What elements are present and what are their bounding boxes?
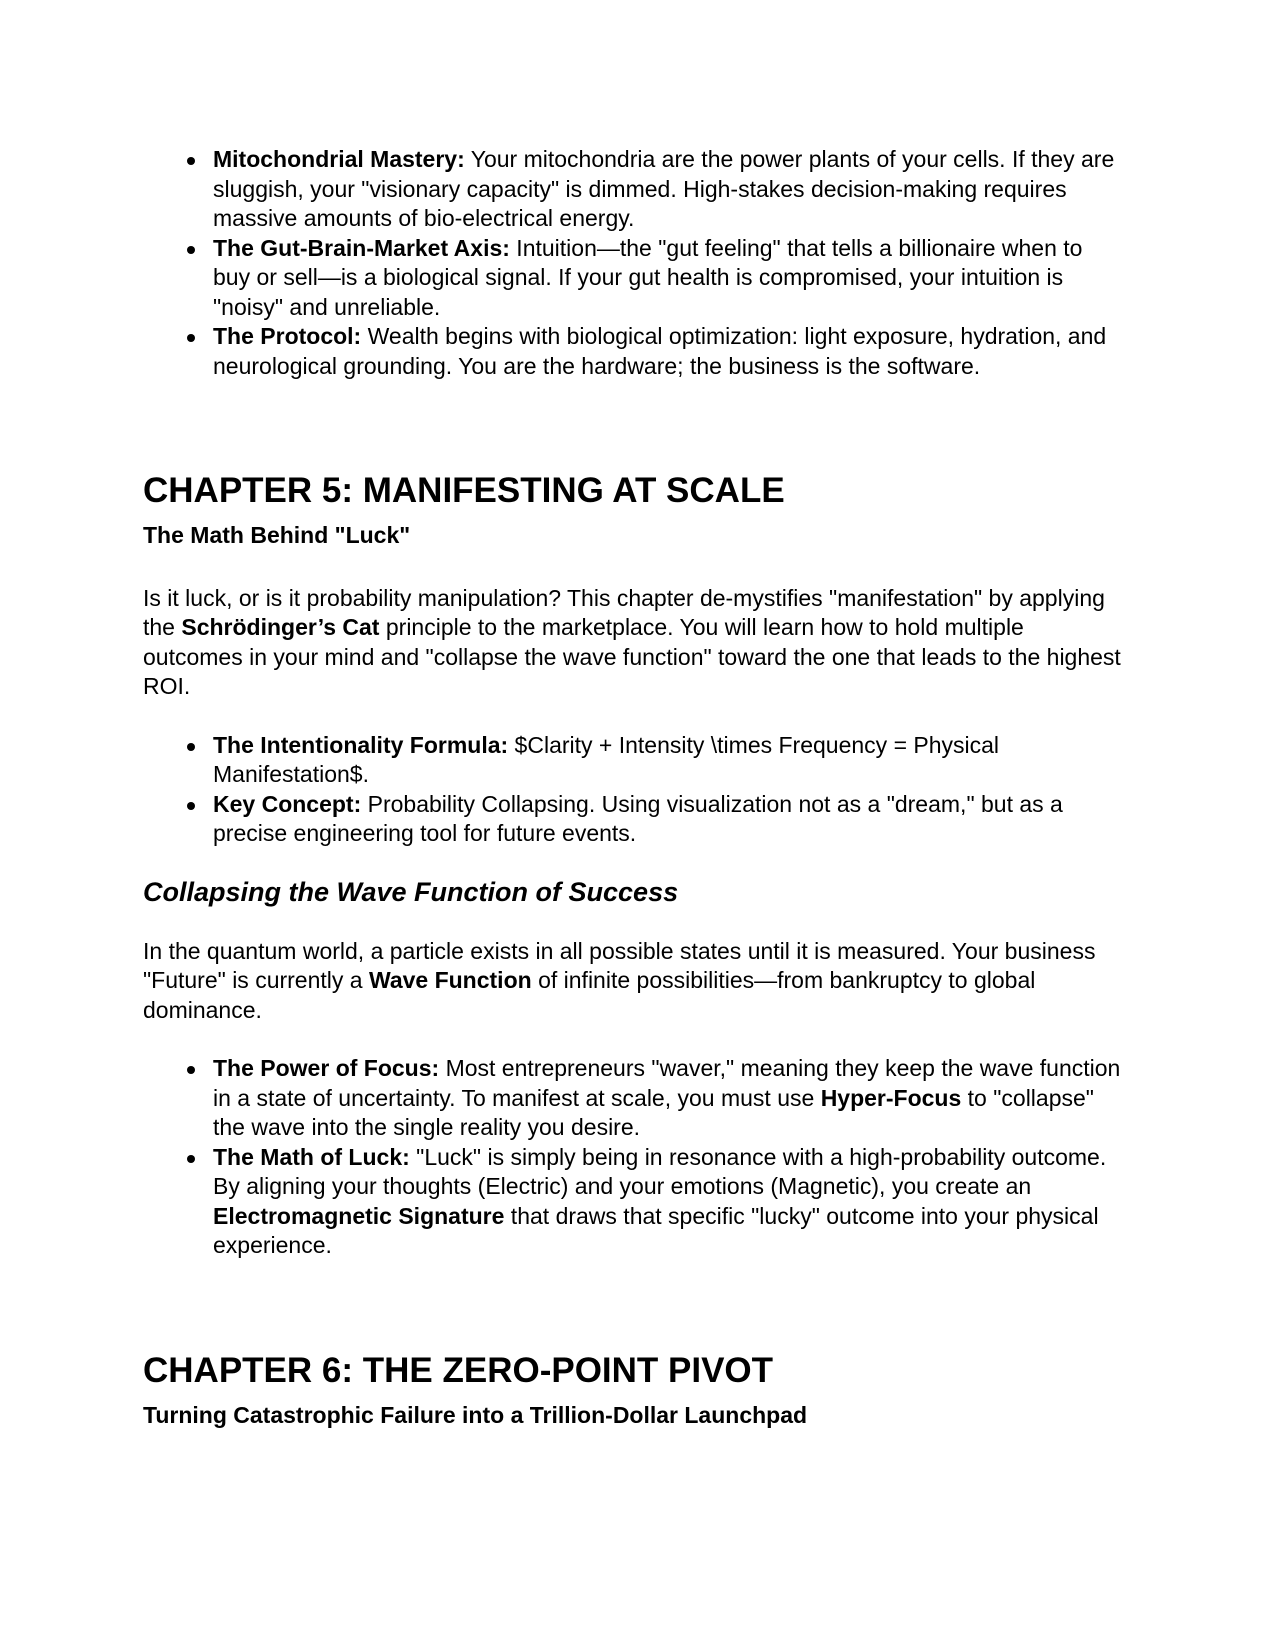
bold-text-run: The Protocol: bbox=[213, 323, 362, 349]
text-run: principle to the marketplace. You will learn how to hold multiple outcomes in your mind and "collapse the wave function" toward the one that leads to the highest ROI. bbox=[143, 614, 1121, 699]
bold-text-run: The Math of Luck: bbox=[213, 1143, 410, 1170]
text-run: Wealth begins with biological optimization: light exposure, hydration, and neurological grounding. You are the hardware; the business is the software. bbox=[213, 323, 1107, 379]
list-item bbox=[213, 1143, 1125, 1261]
chapter-heading: CHAPTER 5: MANIFESTING AT SCALE bbox=[143, 471, 785, 510]
bold-text-run: The Power of Focus: bbox=[213, 1055, 440, 1081]
bullet-list bbox=[143, 145, 1125, 381]
bold-text-run: Mitochondrial Mastery: bbox=[213, 146, 465, 172]
bold-text-run: Key Concept: bbox=[213, 790, 362, 817]
text-run: Intuition—the "gut feeling" that tells a billionaire when to buy or sell—is a biological signal. If your gut health is compromised, your intuition is "noisy" and unreliable. bbox=[213, 234, 1083, 320]
bullet-list bbox=[143, 731, 1125, 849]
bold-text-run: Schrödinger’s Cat bbox=[181, 614, 380, 640]
text-run: that draws that specific "lucky" outcome into your physical experience. bbox=[213, 1202, 1099, 1258]
text-run: $Clarity + Intensity \times Frequency = Physical Manifestation$. bbox=[213, 731, 1000, 787]
chapter-subtitle: Turning Catastrophic Failure into a Trillion-Dollar Launchpad bbox=[143, 1401, 808, 1428]
bullet-list bbox=[143, 1054, 1125, 1261]
bold-text-run: Hyper-Focus bbox=[820, 1084, 962, 1111]
chapter-heading: CHAPTER 6: THE ZERO-POINT PIVOT bbox=[143, 1350, 774, 1390]
body-paragraph bbox=[143, 584, 1125, 702]
bold-text-run: Electromagnetic Signature bbox=[213, 1202, 505, 1229]
text-run: Is it luck, or is it probability manipulation? This chapter de-mystifies "manifestation" by applying the bbox=[143, 584, 1105, 640]
list-item bbox=[213, 731, 1125, 790]
list-item bbox=[213, 234, 1125, 323]
list-item bbox=[213, 790, 1125, 849]
list-item bbox=[213, 1054, 1125, 1143]
body-paragraph bbox=[143, 937, 1125, 1026]
text-run: Your mitochondria are the power plants of your cells. If they are sluggish, your "visionary capacity" is dimmed. High-stakes decision-making requires massive amounts of bio-electrical energy. bbox=[213, 146, 1115, 231]
text-run: of infinite possibilities—from bankruptcy to global dominance. bbox=[143, 967, 1036, 1023]
text-run: "Luck" is simply being in resonance with a high-probability outcome. By aligning your thoughts (Electric) and your emotions (Magnetic), you create an bbox=[213, 1143, 1107, 1199]
text-run: to "collapse" the wave into the single reality you desire. bbox=[213, 1084, 1094, 1140]
section-heading: Collapsing the Wave Function of Success bbox=[143, 876, 679, 907]
list-item bbox=[213, 145, 1125, 234]
text-run: In the quantum world, a particle exists in all possible states until it is measured. Your business "Future" is currently a bbox=[143, 937, 1096, 993]
bold-text-run: The Intentionality Formula: bbox=[213, 731, 509, 758]
text-run: Probability Collapsing. Using visualization not as a "dream," but as a precise engineering tool for future events. bbox=[213, 790, 1063, 846]
text-run: Most entrepreneurs "waver," meaning they keep the wave function in a state of uncertainty. To manifest at scale, you must use bbox=[213, 1055, 1121, 1111]
bold-text-run: The Gut-Brain-Market Axis: bbox=[213, 234, 510, 261]
bold-text-run: Wave Function bbox=[368, 967, 532, 993]
chapter-subtitle: The Math Behind "Luck" bbox=[143, 522, 411, 548]
list-item bbox=[213, 322, 1125, 381]
